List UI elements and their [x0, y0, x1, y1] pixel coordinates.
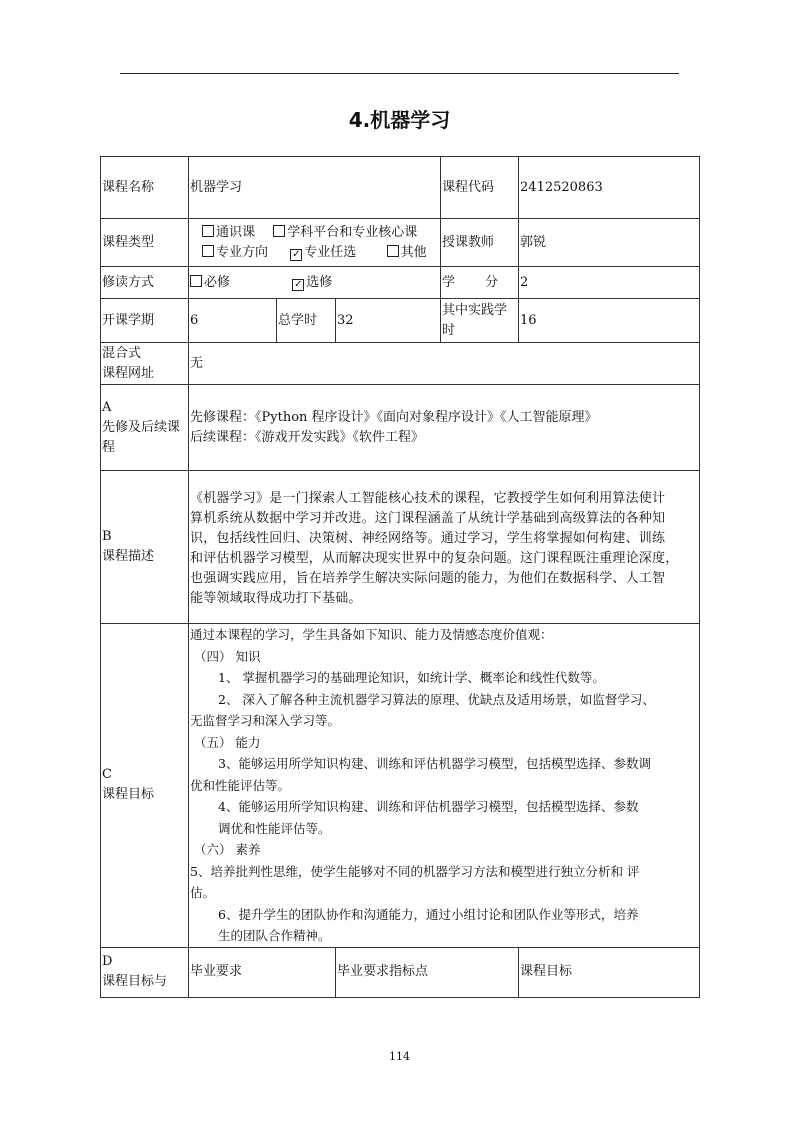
course-name-value: 机器学习	[189, 157, 441, 219]
course-type-label: 课程类型	[101, 219, 189, 267]
checkbox-other[interactable]	[387, 245, 399, 257]
matrix-col-indicator: 毕业要求指标点	[336, 947, 519, 997]
course-code-label: 课程代码	[441, 157, 519, 219]
matrix-label-text: 课程目标与	[102, 974, 168, 989]
teacher-label: 授课教师	[441, 219, 519, 267]
prereq-letter: A	[102, 399, 112, 415]
page-title: 4.机器学习	[348, 108, 451, 132]
study-mode-options	[189, 267, 441, 299]
prereq-line-after: 后续课程：《游戏开发实践》《软件工程》	[190, 429, 425, 445]
row-term	[101, 299, 700, 343]
prereq-content	[189, 385, 700, 471]
goals-letter: C	[102, 767, 112, 783]
option-elective-major: 专业任选	[304, 244, 357, 260]
option-other: 其他	[400, 244, 427, 260]
term-label: 开课学期	[101, 299, 189, 343]
credit-value: 2	[519, 267, 700, 299]
option-elective: 选修	[306, 274, 333, 290]
description-label	[101, 471, 189, 624]
option-general: 通识课	[216, 224, 256, 240]
course-url-label-1: 混合式	[102, 345, 142, 361]
row-course-type	[101, 219, 700, 267]
description-content	[189, 471, 700, 624]
option-required: 必修	[204, 274, 231, 290]
goals-label	[101, 624, 189, 948]
row-prerequisites	[101, 385, 700, 471]
goals-heading-quality: （六） 素养	[194, 842, 261, 857]
course-url-label-2: 课程网址	[102, 365, 155, 381]
description-line: 也强调实践应用，旨在培养学生解决实际问题的能力，为他们在数据科学、人工智	[190, 571, 666, 586]
option-core: 学科平台和专业核心课	[287, 224, 418, 240]
description-line: 能等领域取得成功打下基础。	[190, 591, 362, 606]
description-line: 算机系统从数据中学习并改进。这门课程涵盖了从统计学基础到高级算法的各种知	[190, 511, 666, 526]
course-url-label	[101, 343, 189, 385]
page-number: 114	[389, 1050, 410, 1063]
checkbox-direction[interactable]	[202, 245, 214, 257]
checkbox-general[interactable]	[202, 225, 214, 237]
goal-2a: 2、 深入了解各种主流机器学习算法的原理、优缺点及适用场景，如监督学习、	[218, 691, 655, 707]
course-code-value: 2412520863	[519, 157, 700, 219]
row-description	[101, 471, 700, 624]
total-hours-label: 总学时	[277, 299, 336, 343]
goals-content	[189, 624, 700, 948]
goal-4a: 4、能够运用所学知识构建、训练和评估机器学习模型，包括模型选择、参数	[218, 799, 639, 814]
row-course-url	[101, 343, 700, 385]
study-mode-label: 修读方式	[101, 267, 189, 299]
course-name-label: 课程名称	[101, 157, 189, 219]
goals-label-text: 课程目标	[102, 787, 155, 803]
description-line: 《机器学习》是一门探索人工智能核心技术的课程，它教授学生如何利用算法使计	[190, 491, 666, 506]
row-goal-matrix	[101, 947, 700, 997]
term-value: 6	[189, 299, 277, 343]
goals-heading-knowledge: （四） 知识	[194, 648, 261, 664]
description-line: 识，包括线性回归、决策树、神经网络等。通过学习，学生将掌握如何构建、训练	[190, 531, 666, 546]
goal-6a: 6、提升学生的团队协作和沟通能力，通过小组讨论和团队作业等形式，培养	[218, 906, 639, 922]
checkbox-elective[interactable]: ✓	[294, 278, 303, 290]
teacher-value: 郭锐	[519, 219, 700, 267]
description-label-text: 课程描述	[102, 549, 155, 564]
matrix-label	[101, 947, 189, 997]
description-letter: B	[102, 529, 112, 544]
goal-5b: 估。	[190, 885, 216, 900]
row-course-name	[101, 157, 700, 219]
total-hours-value: 32	[336, 299, 441, 343]
credit-label-2: 分	[485, 274, 499, 290]
matrix-col-graduation-req: 毕业要求	[189, 947, 336, 997]
checkbox-elective-major[interactable]: ✓	[292, 248, 301, 260]
goal-2b: 无监督学习和深入学习等。	[190, 713, 341, 728]
goal-5a: 5、培养批判性思维，使学生能够对不同的机器学习方法和模型进行独立分析和 评	[190, 863, 640, 879]
prereq-line-before: 先修课程：《Python 程序设计》《面向对象程序设计》《人工智能原理》	[190, 409, 598, 425]
course-url-value: 无	[189, 343, 700, 385]
row-goals	[101, 624, 700, 948]
goal-3a: 3、能够运用所学知识构建、训练和评估机器学习模型，包括模型选择、参数调	[218, 756, 651, 771]
goal-3b: 优和性能评估等。	[190, 777, 291, 793]
goals-heading-ability: （五） 能力	[194, 734, 261, 750]
prereq-label-text: 先修及后续课程	[102, 419, 181, 455]
option-direction: 专业方向	[216, 244, 269, 260]
row-study-mode	[101, 267, 700, 299]
practice-hours-value: 16	[519, 299, 700, 343]
prereq-label	[101, 385, 189, 471]
checkbox-core[interactable]	[273, 225, 285, 237]
credit-label	[441, 267, 519, 299]
goal-6b: 生的团队合作精神。	[218, 928, 331, 943]
description-line: 和评估机器学习模型，从而解决现实世界中的复杂问题。这门课程既注重理论深度，	[190, 551, 679, 566]
checkbox-required[interactable]	[190, 275, 202, 287]
matrix-col-course-goal: 课程目标	[519, 947, 700, 997]
course-info-table	[100, 156, 700, 998]
header-rule	[120, 73, 679, 74]
matrix-letter: D	[102, 954, 113, 969]
goal-1: 1、 掌握机器学习的基础理论知识，如统计学、概率论和线性代数等。	[218, 670, 605, 685]
practice-hours-label: 其中实践学时	[441, 299, 519, 343]
goal-4b: 调优和性能评估等。	[218, 820, 331, 836]
goals-intro: 通过本课程的学习，学生具备如下知识、能力及情感态度价值观：	[190, 627, 553, 642]
credit-label-1: 学	[442, 274, 456, 290]
course-type-options	[189, 219, 441, 267]
